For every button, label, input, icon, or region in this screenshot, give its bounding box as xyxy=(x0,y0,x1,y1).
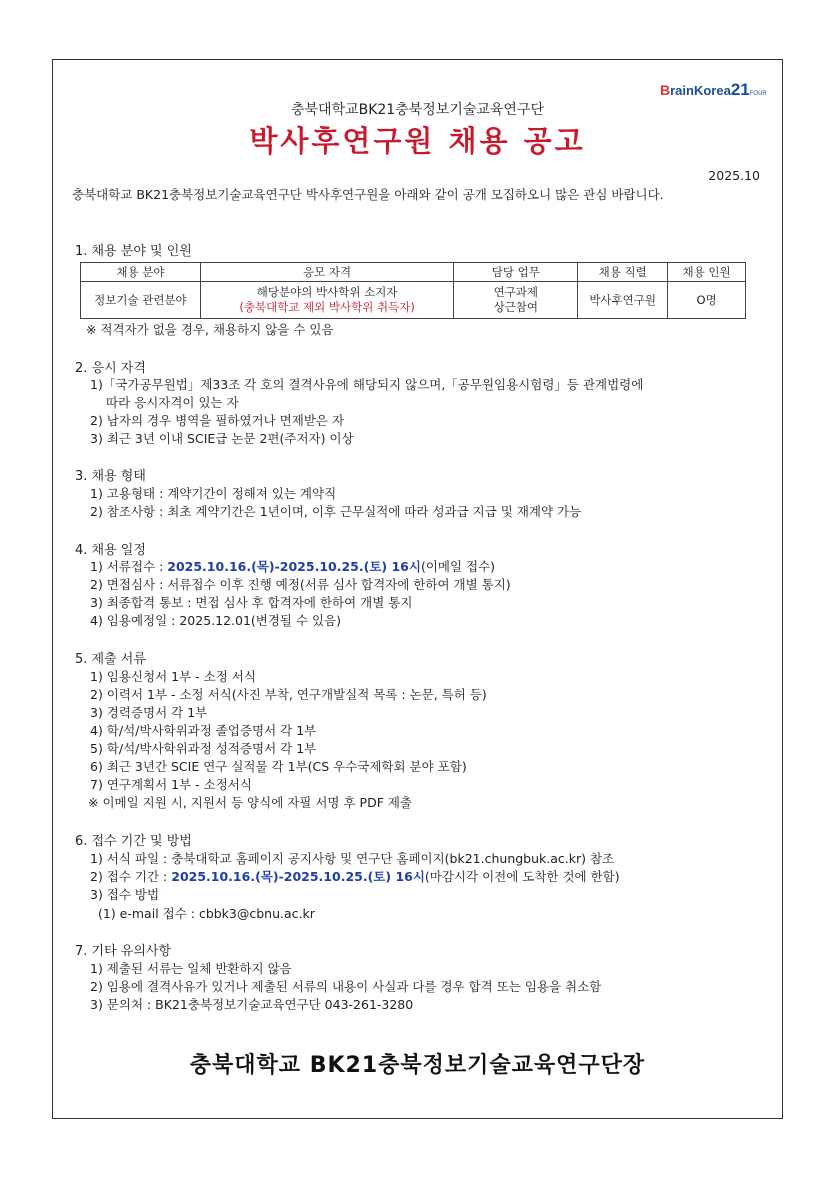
list-item: 7) 연구계획서 1부 - 소정서식 xyxy=(90,777,252,792)
table-header-row xyxy=(81,263,746,282)
list-item: (1) e-mail 접수 : cbbk3@cbnu.ac.kr xyxy=(98,906,315,921)
list-item: 3) 경력증명서 각 1부 xyxy=(90,705,208,720)
section-2-title: 2. 응시 자격 xyxy=(75,361,146,376)
list-item: ※ 이메일 지원 시, 지원서 등 양식에 자필 서명 후 PDF 제출 xyxy=(88,795,413,810)
submission-period: 2025.10.16.(목)-2025.10.25.(토) 16시 xyxy=(171,869,425,884)
list-item: 2) 남자의 경우 병역을 필하였거나 면제받은 자 xyxy=(90,413,345,428)
logo-letter: B xyxy=(660,82,671,98)
list-item xyxy=(90,867,620,885)
brainkorea21-logo xyxy=(660,80,767,100)
cell-duty xyxy=(454,282,578,319)
notice-date: 2025.10 xyxy=(708,168,760,183)
item-label: 1) 서류접수 : xyxy=(90,559,168,574)
item-label: 2) 접수 기간 : xyxy=(90,869,172,884)
list-item: 3) 최종합격 통보 : 면접 심사 후 합격자에 한하여 개별 통지 xyxy=(90,595,413,610)
list-item: 2) 면접심사 : 서류접수 이후 진행 예정(서류 심사 합격자에 한하여 개별 통지) xyxy=(90,577,511,592)
section-4-title: 4. 채용 일정 xyxy=(75,543,146,558)
list-item: 4) 임용예정일 : 2025.12.01(변경될 수 있음) xyxy=(90,613,342,628)
list-item xyxy=(90,557,495,575)
section-5-title: 5. 제출 서류 xyxy=(75,652,146,667)
application-period: 2025.10.16.(목)-2025.10.25.(토) 16시 xyxy=(167,559,421,574)
qualification-line: 해당분야의 박사학위 소지자 xyxy=(256,285,398,299)
section-1-note: ※ 적격자가 없을 경우, 채용하지 않을 수 있음 xyxy=(86,322,334,337)
recruitment-table xyxy=(80,262,746,319)
list-item: 1)「국가공무원법」제33조 각 호의 결격사유에 해당되지 않으며,「공무원임용시험령」등 관계법령에 xyxy=(90,377,644,392)
list-item: 1) 임용신청서 1부 - 소정 서식 xyxy=(90,669,256,684)
list-item: 3) 문의처 : BK21충북정보기술교육연구단 043-261-3280 xyxy=(90,997,414,1012)
page-title: 박사후연구원 채용 공고 xyxy=(249,124,586,158)
header-duty: 담당 업무 xyxy=(454,263,578,282)
logo-number: 21 xyxy=(730,80,750,99)
list-item: 6) 최근 3년간 SCIE 연구 실적물 각 1부(CS 우수국제학회 분야 포함) xyxy=(90,759,467,774)
logo-text: rainKorea xyxy=(670,83,731,98)
cell-count: O명 xyxy=(668,282,746,319)
list-item: 1) 고용형태 : 계약기간이 정해져 있는 계약직 xyxy=(90,486,337,501)
cell-qualification xyxy=(200,282,454,319)
section-7-title: 7. 기타 유의사항 xyxy=(75,944,172,959)
list-item: 2) 이력서 1부 - 소정 서식(사진 부착, 연구개발실적 목록 : 논문, 특허 등) xyxy=(90,687,487,702)
list-item: 1) 제출된 서류는 일체 반환하지 않음 xyxy=(90,961,292,976)
list-item: 1) 서식 파일 : 충북대학교 홈페이지 공지사항 및 연구단 홈페이지(bk21.chungbuk.ac.kr) 참조 xyxy=(90,851,615,866)
header-count: 채용 인원 xyxy=(668,263,746,282)
list-item: 따라 응시자격이 있는 자 xyxy=(106,395,239,410)
table-row xyxy=(81,282,746,319)
list-item: 2) 임용에 결격사유가 있거나 제출된 서류의 내용이 사실과 다를 경우 합격 또는 임용을 취소함 xyxy=(90,979,602,994)
duty-line-2: 상근참여 xyxy=(493,300,539,314)
header-rank: 채용 직렬 xyxy=(578,263,668,282)
cell-field: 정보기술 관련분야 xyxy=(81,282,201,319)
item-note: (마감시각 이전에 도착한 것에 한함) xyxy=(424,869,620,884)
duty-line-1: 연구과제 xyxy=(493,285,539,299)
organization-name: 충북대학교BK21충북정보기술교육연구단 xyxy=(291,102,544,118)
header-field: 채용 분야 xyxy=(81,263,201,282)
cell-rank: 박사후연구원 xyxy=(578,282,668,319)
list-item: 3) 접수 방법 xyxy=(90,887,160,902)
list-item: 5) 학/석/박사학위과정 성적증명서 각 1부 xyxy=(90,741,317,756)
list-item: 3) 최근 3년 이내 SCIE급 논문 2편(주저자) 이상 xyxy=(90,431,354,446)
qualification-note: (충북대학교 제외 박사학위 취득자) xyxy=(239,300,415,314)
item-note: (이메일 접수) xyxy=(420,559,496,574)
issuer-signature: 충북대학교 BK21충북정보기술교육연구단장 xyxy=(189,1053,646,1078)
section-3-title: 3. 채용 형태 xyxy=(75,469,146,484)
list-item: 4) 학/석/박사학위과정 졸업증명서 각 1부 xyxy=(90,723,317,738)
logo-subtext: FOUR xyxy=(749,91,767,97)
section-1-title: 1. 채용 분야 및 인원 xyxy=(75,244,192,259)
header-qualification: 응모 자격 xyxy=(200,263,454,282)
section-6-title: 6. 접수 기간 및 방법 xyxy=(75,834,192,849)
intro-paragraph: 충북대학교 BK21충북정보기술교육연구단 박사후연구원을 아래와 같이 공개 모집하오니 많은 관심 바랍니다. xyxy=(72,187,664,202)
list-item: 2) 참조사항 : 최초 계약기간은 1년이며, 이후 근무실적에 따라 성과급 지급 및 재계약 가능 xyxy=(90,504,582,519)
